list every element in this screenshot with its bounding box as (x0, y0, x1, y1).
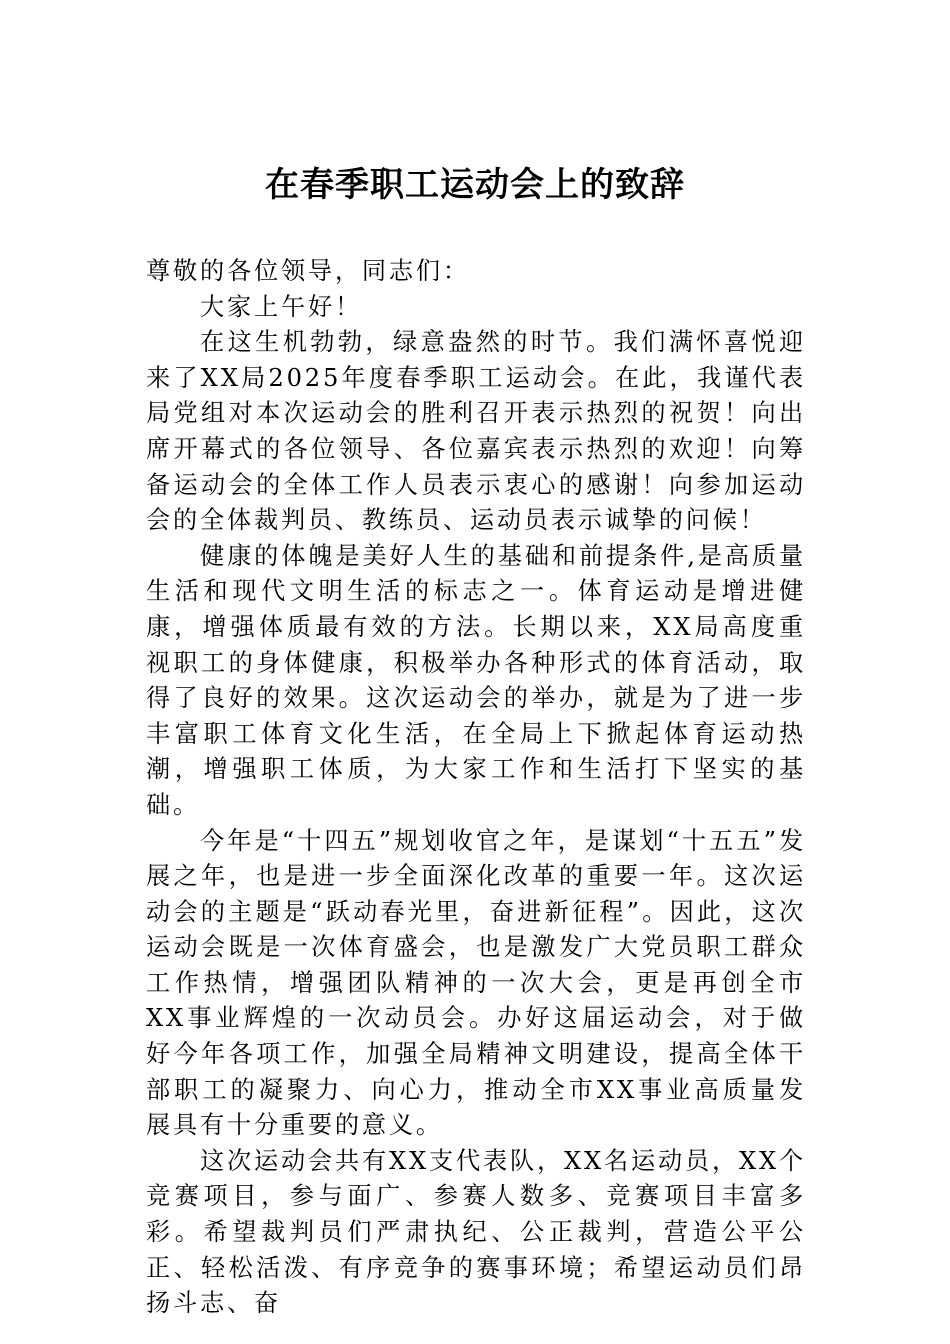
paragraph: 今年是“十四五”规划收官之年，是谋划“十五五”发展之年，也是进一步全面深化改革的重要一年。这次运动会的主题是“跃动春光里，奋进新征程”。因此，这次运动会既是一次体育盛会，也是激发广大党员职工群众工作热情，增强团队精神的一次大会，更是再创全市XX事业辉煌的一次动员会。办好这届运动会，对于做好今年各项工作，加强全局精神文明建设，提高全体干部职工的凝聚力、向心力，推动全市XX事业高质量发展具有十分重要的意义。 (146, 826, 806, 1140)
paragraph: 这次运动会共有XX支代表队，XX名运动员，XX个竞赛项目，参与面广、参赛人数多、竞赛项目丰富多彩。希望裁判员们严肃执纪、公正裁判，营造公平公正、轻松活泼、有序竞争的赛事环境；希望运动员们昂扬斗志、奋 (146, 1146, 806, 1318)
salutation: 尊敬的各位领导，同志们： (146, 257, 470, 285)
paragraph: 健康的体魄是美好人生的基础和前提条件,是高质量生活和现代文明生活的标志之一。体育运动是增进健康，增强体质最有效的方法。长期以来，XX局高度重视职工的身体健康，积极举办各种形式的体育活动，取得了良好的效果。这次运动会的举办，就是为了进一步丰富职工体育文化生活，在全局上下掀起体育运动热潮，增强职工体质，为大家工作和生活打下坚实的基础。 (146, 541, 806, 819)
document-title: 在春季职工运动会上的致辞 (265, 165, 685, 205)
greeting: 大家上午好！ (200, 292, 362, 321)
document-body (146, 254, 806, 1322)
paragraph: 在这生机勃勃，绿意盎然的时节。我们满怀喜悦迎来了XX局2025年度春季职工运动会。在此，我谨代表局党组对本次运动会的胜利召开表示热烈的祝贺！向出席开幕式的各位领导、各位嘉宾表示热烈的欢迎！向筹备运动会的全体工作人员表示衷心的感谢！向参加运动会的全体裁判员、教练员、运动员表示诚挚的问候！ (146, 328, 806, 535)
